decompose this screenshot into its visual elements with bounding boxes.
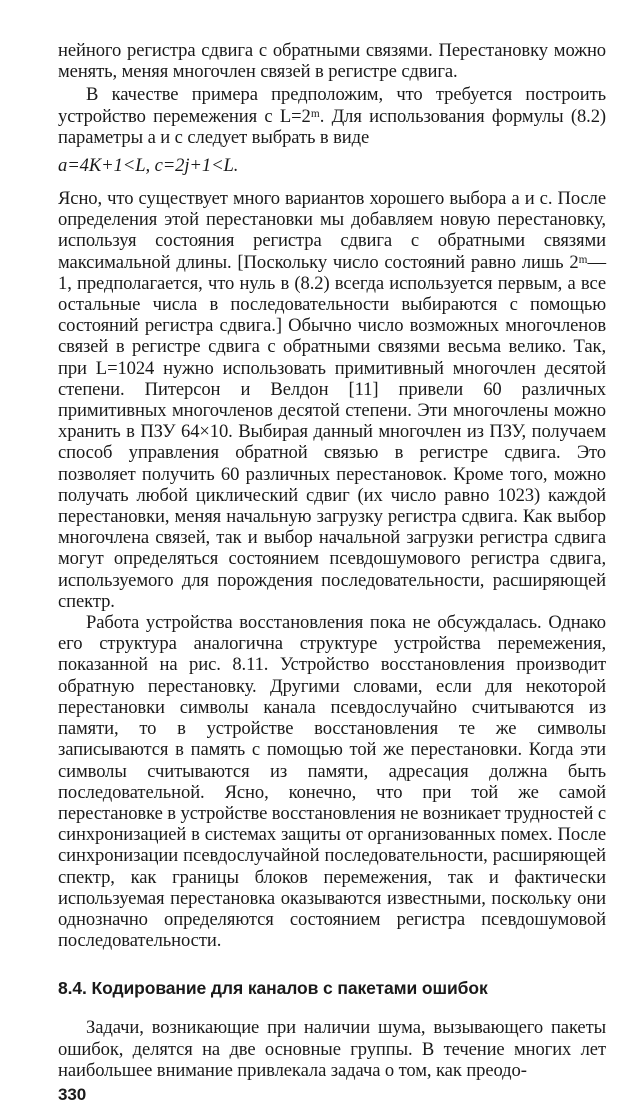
paragraph-burst-errors: Задачи, возникающие при наличии шума, вызывающего пакеты ошибок, делятся на две основные группы. В течение многих лет наибольшее внимание привлекала задача о том, как преодо- xyxy=(58,1017,606,1081)
page-number: 330 xyxy=(58,1084,87,1104)
book-page xyxy=(58,40,606,1105)
paragraph-example: В качестве примера предположим, что требуется построить устройство перемежения с L=2ᵐ. Для использования формулы (8.2) параметры a и c следует выбрать в виде xyxy=(58,84,606,148)
paragraph-continuation: нейного регистра сдвига с обратными связями. Перестановку можно менять, меняя многочлен связей в регистре сдвига. xyxy=(58,40,606,83)
formula-parameters: a=4K+1<L, c=2j+1<L. xyxy=(58,155,239,177)
paragraph-permutations: Ясно, что существует много вариантов хорошего выбора a и c. После определения этой перестановки мы добавляем новую перестановку, используя состояния регистра сдвига с обратными связями максимальной длины. [Поскольку число состояний равно лишь 2ᵐ—1, предполагается, что нуль в (8.2) всегда используется первым, а все остальные числа в последовательности выбираются с помощью состояний регистра сдвига.] Обычно число возможных многочленов связей в регистре сдвига с обратными связями весьма велико. Так, при L=1024 нужно использовать примитивный многочлен десятой степени. Питерсон и Велдон [11] привели 60 различных примитивных многочленов десятой степени. Эти многочлены можно хранить в ПЗУ 64×10. Выбирая данный многочлен из ПЗУ, получаем способ управления обратной связью в регистре сдвига. Это позволяет получить 60 различных перестановок. Кроме того, можно получать любой циклический сдвиг (их число равно 1023) каждой перестановки, меняя начальную загрузку регистра сдвига. Как выбор многочлена связей, так и выбор начальной загрузки регистра сдвига могут определяться состоянием псевдошумового регистра сдвига, используемого для порождения последовательности, расширяющей спектр. xyxy=(58,188,606,612)
paragraph-deinterleaver: Работа устройства восстановления пока не обсуждалась. Однако его структура аналогична структуре устройства перемежения, показанной на рис. 8.11. Устройство восстановления производит обратную перестановку. Другими словами, если для некоторой перестановки символы канала псевдослучайно считываются из памяти, то в устройстве восстановления те же символы записываются в память с помощью той же перестановки. Когда эти символы считываются из памяти, адресация должна быть последовательной. Ясно, конечно, что при той же самой перестановке в устройстве восстановления не возникает трудностей с синхронизацией в системах защиты от организованных помех. После синхронизации псевдослучайной последовательности, расширяющей спектр, как границы блоков перемежения, так и фактически используемая перестановка оказываются известными, поскольку они однозначно определяются состоянием регистра псевдошумовой последовательности. xyxy=(58,612,606,952)
section-heading: 8.4. Кодирование для каналов с пакетами ошибок xyxy=(58,978,488,999)
